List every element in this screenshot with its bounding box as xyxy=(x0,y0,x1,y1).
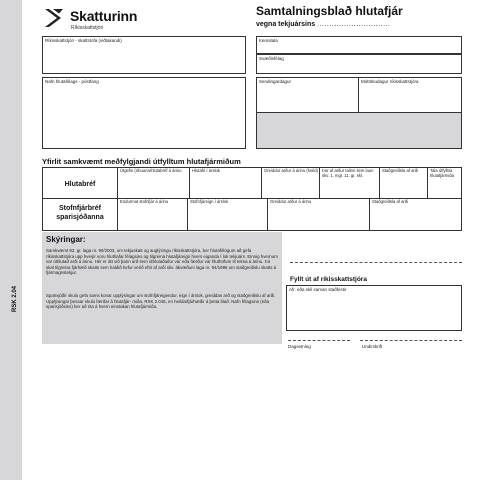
cell-label: Endurmat stofnfjár á árinu xyxy=(120,199,169,204)
cell-label: Tala útfylltra hlutafjármiða xyxy=(430,168,454,178)
sendingardagur-field[interactable] xyxy=(256,77,359,113)
mottokudagur-field[interactable] xyxy=(358,77,462,113)
cell-tala-midla[interactable] xyxy=(427,168,461,198)
left-gray-band xyxy=(0,0,22,480)
cell-hlutafe-arslok[interactable] xyxy=(189,168,261,198)
logo xyxy=(42,6,172,34)
row-label-hlutabref: Hlutabréf xyxy=(64,181,96,188)
notes-paragraph-1: Samkvæmt 92. gr. laga nr. 90/2003, um tekjuskatt og auglýsingu ríkisskattstjóra, ber hlutafélögum að gefa ríkisskattstjóra upp hverjir voru hluthafar félagsins og tilgreina hlutafjáreign hvers eiganda í lok tekjuárs. Einnig hvernum var úthlutað arði á árinu. Hér er átt við þann arð sem úthlutaðaður var eða færður var hluthöfum til tekna á árinu. Þá skal tilgreina fjárhæð skatts sem haldið hefur verið eftir af arði skv. ákvæðum laga nr. 94/1996 um staðgreiðslu skatts á fjármagnstekjur. xyxy=(46,248,278,276)
notes-paragraph-2: Sparisjóðir skulu gefa sams konar upplýsingar um stofnfjáreigendur, eign í árslok, greiddan arð og staðgreiðslu af arði. Upplýsingar þessar skulu færðar á hlutafjár- miða, RSK 2.045, en heildarfjárhæðir á þetta blað. Nafn félagsins (eða sparisjóðsins) ber að rita á hvern einstakan hlutafjármiða. xyxy=(46,293,276,310)
cell-label: Útgefin (óhuunarhlutabréf á árinu xyxy=(120,168,182,173)
cell-stadgreidsla[interactable] xyxy=(379,168,427,198)
recipient-field[interactable] xyxy=(42,36,246,74)
signature-label: Undirskrift xyxy=(362,344,383,349)
cell-label: Þar af arður talinn sem laun skv. 1. mgr. 11. gr. skl. xyxy=(322,168,374,178)
form-code: RSK 2.04 xyxy=(12,285,18,312)
cell-utgefin[interactable] xyxy=(117,168,189,198)
cell-stofnfjareign[interactable] xyxy=(187,199,267,230)
office-use-panel xyxy=(256,112,462,149)
kennitala-field[interactable] xyxy=(256,36,462,54)
cell-label: Greiddur arður á árinu xyxy=(270,199,312,204)
recipient-label: Ríkisskattstjóri - skattstofa (viðtakandi) xyxy=(45,38,122,43)
skatturinn-logo-icon xyxy=(42,6,66,30)
cell-greiddur-ardur-2[interactable] xyxy=(267,199,369,230)
summary-table xyxy=(42,167,462,231)
cell-label: Staðgreiðsla af arði xyxy=(372,199,409,204)
cell-label: Greiddur arður á árinu (heild) xyxy=(264,168,318,173)
office-fill-title: Fyllt út af ríkisskattstjóra xyxy=(290,276,367,283)
row-label-line2: sparisjóðanna xyxy=(56,214,104,221)
notes-panel xyxy=(42,232,282,344)
date-label: Dagsetning xyxy=(288,344,311,349)
row-label-line1: Stofnfjárbréf xyxy=(59,205,101,212)
cell-greiddur-ardur[interactable] xyxy=(261,168,319,198)
mottokudagur-label: Móttökudagur ríkisskattstjóra xyxy=(361,79,419,84)
brand-name: Skatturinn xyxy=(70,8,138,24)
cell-label: Hlutafé í árslok xyxy=(192,168,220,173)
company-name-field[interactable] xyxy=(42,77,246,149)
brand-subtitle: Ríkisskattstjóri xyxy=(71,25,104,31)
dotted-separator xyxy=(290,262,462,263)
cell-ardur-laun[interactable] xyxy=(319,168,379,198)
row-label-stofnfjarbref xyxy=(43,204,117,222)
date-line[interactable] xyxy=(288,340,350,341)
cell-endurmat[interactable] xyxy=(117,199,187,230)
cell-label: Stofnfjáreign í árslok xyxy=(190,199,229,204)
cell-stadgreidsla-2[interactable] xyxy=(369,199,461,230)
confirmation-label: Afr. eða skil saman staðfestir xyxy=(289,287,347,292)
signature-line[interactable] xyxy=(360,340,462,341)
page-subtitle xyxy=(256,21,390,28)
kennitala-label: Kennitala xyxy=(259,38,278,43)
page-title: Samtalningsblað hlutafjár xyxy=(256,4,403,18)
svaedisfelag-field[interactable] xyxy=(256,54,462,74)
section-heading: Yfirlit samkvæmt meðfylgjandi útfylltum hlutafjármiðum xyxy=(42,157,241,166)
sendingardagur-label: Sendingardagur xyxy=(259,79,292,84)
subtitle-text: vegna tekjuársins xyxy=(256,21,316,28)
company-name-label: Nafn hlutafélags - póstfang xyxy=(45,79,99,84)
cell-label: Staðgreiðsla af arði xyxy=(382,168,419,173)
subtitle-dots: .............................. xyxy=(317,21,391,28)
confirmation-field[interactable] xyxy=(286,285,462,331)
svaedisfelag-label: Svæðisfélag xyxy=(259,56,284,61)
notes-title: Skýringar: xyxy=(46,235,86,244)
